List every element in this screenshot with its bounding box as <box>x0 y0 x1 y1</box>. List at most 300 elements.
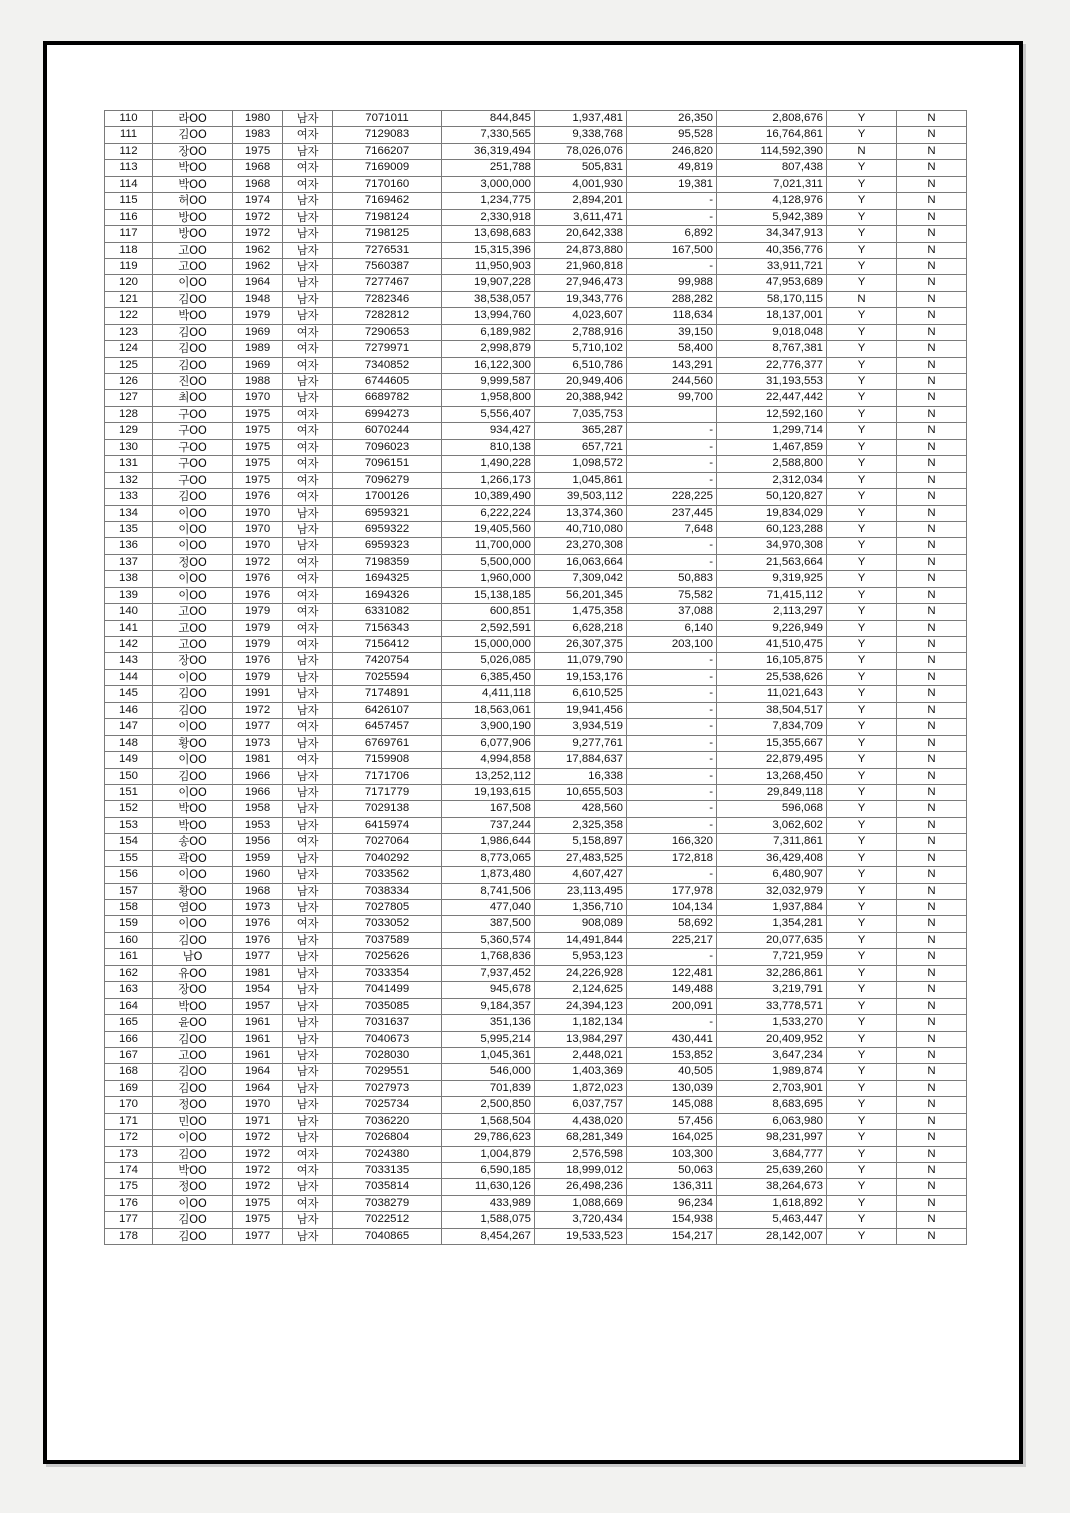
cell-gender: 남자 <box>283 209 333 225</box>
cell-id-no: 7037589 <box>333 932 442 948</box>
table-row <box>105 620 967 636</box>
cell-name: 고OO <box>153 604 233 620</box>
cell-id-no: 6744605 <box>333 374 442 390</box>
cell-amount-a: 3,900,190 <box>442 719 535 735</box>
cell-total: 18,137,001 <box>717 308 827 324</box>
cell-flag-2: N <box>897 554 967 570</box>
cell-flag-2: N <box>897 604 967 620</box>
cell-flag-2: N <box>897 521 967 537</box>
cell-birth-year: 1969 <box>233 324 283 340</box>
cell-no: 122 <box>105 308 153 324</box>
cell-id-no: 7029551 <box>333 1064 442 1080</box>
table-row <box>105 226 967 242</box>
cell-flag-2: N <box>897 472 967 488</box>
cell-total: 1,533,270 <box>717 1015 827 1031</box>
cell-amount-a: 5,026,085 <box>442 653 535 669</box>
cell-birth-year: 1956 <box>233 834 283 850</box>
table-row <box>105 1047 967 1063</box>
cell-amount-a: 477,040 <box>442 900 535 916</box>
cell-amount-b: 26,307,375 <box>535 637 627 653</box>
cell-birth-year: 1976 <box>233 571 283 587</box>
cell-gender: 여자 <box>283 127 333 143</box>
cell-name: 김OO <box>153 1228 233 1244</box>
cell-amount-b: 21,960,818 <box>535 258 627 274</box>
cell-amount-b: 365,287 <box>535 423 627 439</box>
cell-name: 고OO <box>153 620 233 636</box>
cell-flag-2: N <box>897 374 967 390</box>
table-body <box>105 111 967 1245</box>
table-row <box>105 324 967 340</box>
cell-id-no: 7024380 <box>333 1146 442 1162</box>
cell-flag-1: Y <box>827 439 897 455</box>
cell-id-no: 7025734 <box>333 1097 442 1113</box>
cell-amount-a: 6,385,450 <box>442 669 535 685</box>
cell-gender: 여자 <box>283 160 333 176</box>
cell-amount-a: 5,360,574 <box>442 932 535 948</box>
cell-birth-year: 1960 <box>233 867 283 883</box>
cell-name: 박OO <box>153 308 233 324</box>
cell-amount-b: 657,721 <box>535 439 627 455</box>
cell-amount-a: 844,845 <box>442 111 535 127</box>
cell-amount-b: 14,491,844 <box>535 932 627 948</box>
cell-birth-year: 1975 <box>233 1195 283 1211</box>
cell-amount-b: 16,338 <box>535 768 627 784</box>
cell-name: 김OO <box>153 357 233 373</box>
cell-amount-c: 104,134 <box>627 900 717 916</box>
cell-flag-1: Y <box>827 193 897 209</box>
cell-no: 160 <box>105 932 153 948</box>
cell-amount-c: 167,500 <box>627 242 717 258</box>
table-row <box>105 390 967 406</box>
cell-amount-c: - <box>627 456 717 472</box>
cell-id-no: 6959321 <box>333 505 442 521</box>
cell-amount-c: - <box>627 423 717 439</box>
cell-id-no: 1694325 <box>333 571 442 587</box>
cell-flag-2: N <box>897 390 967 406</box>
cell-flag-2: N <box>897 587 967 603</box>
cell-id-no: 7027064 <box>333 834 442 850</box>
cell-birth-year: 1977 <box>233 719 283 735</box>
table-row <box>105 817 967 833</box>
table-row <box>105 653 967 669</box>
cell-name: 이OO <box>153 867 233 883</box>
cell-no: 115 <box>105 193 153 209</box>
cell-no: 175 <box>105 1179 153 1195</box>
cell-flag-2: N <box>897 357 967 373</box>
cell-no: 120 <box>105 275 153 291</box>
cell-total: 38,504,517 <box>717 702 827 718</box>
cell-id-no: 7033354 <box>333 965 442 981</box>
cell-amount-b: 2,788,916 <box>535 324 627 340</box>
cell-name: 김OO <box>153 768 233 784</box>
cell-amount-a: 1,986,644 <box>442 834 535 850</box>
cell-no: 169 <box>105 1080 153 1096</box>
table-row <box>105 341 967 357</box>
cell-flag-2: N <box>897 817 967 833</box>
cell-amount-a: 15,315,396 <box>442 242 535 258</box>
cell-amount-b: 4,607,427 <box>535 867 627 883</box>
cell-no: 116 <box>105 209 153 225</box>
cell-birth-year: 1964 <box>233 1064 283 1080</box>
cell-gender: 여자 <box>283 1146 333 1162</box>
cell-name: 민OO <box>153 1113 233 1129</box>
cell-id-no: 7096151 <box>333 456 442 472</box>
cell-amount-c: - <box>627 735 717 751</box>
cell-gender: 남자 <box>283 258 333 274</box>
table-row <box>105 1080 967 1096</box>
cell-amount-b: 39,503,112 <box>535 489 627 505</box>
cell-id-no: 6994273 <box>333 406 442 422</box>
cell-birth-year: 1973 <box>233 735 283 751</box>
cell-birth-year: 1970 <box>233 505 283 521</box>
table-row <box>105 275 967 291</box>
cell-name: 이OO <box>153 275 233 291</box>
cell-flag-1: Y <box>827 489 897 505</box>
cell-name: 김OO <box>153 1080 233 1096</box>
cell-no: 146 <box>105 702 153 718</box>
table-row <box>105 784 967 800</box>
cell-amount-c: 58,692 <box>627 916 717 932</box>
cell-name: 이OO <box>153 505 233 521</box>
cell-total: 34,347,913 <box>717 226 827 242</box>
cell-flag-1: Y <box>827 604 897 620</box>
cell-flag-1: N <box>827 143 897 159</box>
cell-amount-a: 1,490,228 <box>442 456 535 472</box>
cell-amount-c: - <box>627 817 717 833</box>
table-row <box>105 982 967 998</box>
cell-flag-2: N <box>897 834 967 850</box>
cell-amount-a: 387,500 <box>442 916 535 932</box>
cell-id-no: 1694326 <box>333 587 442 603</box>
cell-name: 김OO <box>153 489 233 505</box>
cell-birth-year: 1979 <box>233 637 283 653</box>
cell-amount-c: 149,488 <box>627 982 717 998</box>
cell-amount-c: 99,988 <box>627 275 717 291</box>
table-row <box>105 538 967 554</box>
cell-id-no: 7170160 <box>333 176 442 192</box>
cell-flag-1: Y <box>827 965 897 981</box>
cell-birth-year: 1975 <box>233 472 283 488</box>
cell-flag-1: Y <box>827 653 897 669</box>
cell-no: 127 <box>105 390 153 406</box>
cell-amount-c: 118,634 <box>627 308 717 324</box>
cell-amount-b: 2,124,625 <box>535 982 627 998</box>
cell-flag-2: N <box>897 423 967 439</box>
cell-amount-c: 203,100 <box>627 637 717 653</box>
cell-gender: 여자 <box>283 834 333 850</box>
cell-amount-b: 17,884,637 <box>535 752 627 768</box>
cell-id-no: 7022512 <box>333 1212 442 1228</box>
cell-amount-c: - <box>627 554 717 570</box>
cell-flag-2: N <box>897 900 967 916</box>
cell-amount-b: 78,026,076 <box>535 143 627 159</box>
cell-gender: 여자 <box>283 357 333 373</box>
cell-name: 박OO <box>153 817 233 833</box>
cell-birth-year: 1991 <box>233 686 283 702</box>
cell-name: 이OO <box>153 571 233 587</box>
cell-id-no: 7420754 <box>333 653 442 669</box>
table-row <box>105 768 967 784</box>
cell-birth-year: 1979 <box>233 669 283 685</box>
cell-name: 김OO <box>153 291 233 307</box>
cell-amount-c: - <box>627 1015 717 1031</box>
cell-flag-1: Y <box>827 176 897 192</box>
cell-no: 140 <box>105 604 153 620</box>
cell-id-no: 7129083 <box>333 127 442 143</box>
cell-no: 131 <box>105 456 153 472</box>
cell-gender: 남자 <box>283 850 333 866</box>
cell-amount-b: 13,374,360 <box>535 505 627 521</box>
cell-flag-1: Y <box>827 900 897 916</box>
cell-name: 김OO <box>153 1146 233 1162</box>
cell-no: 118 <box>105 242 153 258</box>
cell-id-no: 7282812 <box>333 308 442 324</box>
table-row <box>105 111 967 127</box>
cell-name: 이OO <box>153 521 233 537</box>
cell-flag-1: Y <box>827 341 897 357</box>
cell-amount-b: 6,628,218 <box>535 620 627 636</box>
cell-amount-a: 2,330,918 <box>442 209 535 225</box>
cell-amount-c: - <box>627 193 717 209</box>
cell-birth-year: 1980 <box>233 111 283 127</box>
cell-id-no: 7035814 <box>333 1179 442 1195</box>
cell-flag-2: N <box>897 1212 967 1228</box>
cell-name: 김OO <box>153 1212 233 1228</box>
cell-flag-2: N <box>897 932 967 948</box>
cell-amount-a: 1,004,879 <box>442 1146 535 1162</box>
cell-no: 119 <box>105 258 153 274</box>
cell-flag-2: N <box>897 538 967 554</box>
cell-flag-1: Y <box>827 998 897 1014</box>
cell-no: 141 <box>105 620 153 636</box>
cell-name: 유OO <box>153 965 233 981</box>
cell-flag-2: N <box>897 1080 967 1096</box>
cell-name: 김OO <box>153 127 233 143</box>
cell-amount-b: 4,023,607 <box>535 308 627 324</box>
cell-flag-2: N <box>897 768 967 784</box>
cell-no: 112 <box>105 143 153 159</box>
cell-amount-c: 49,819 <box>627 160 717 176</box>
cell-flag-1: Y <box>827 242 897 258</box>
cell-birth-year: 1958 <box>233 801 283 817</box>
cell-name: 이OO <box>153 784 233 800</box>
cell-name: 방OO <box>153 209 233 225</box>
cell-total: 6,480,907 <box>717 867 827 883</box>
cell-flag-2: N <box>897 489 967 505</box>
cell-amount-b: 428,560 <box>535 801 627 817</box>
cell-amount-a: 8,741,506 <box>442 883 535 899</box>
cell-gender: 남자 <box>283 193 333 209</box>
table-row <box>105 867 967 883</box>
cell-name: 방OO <box>153 226 233 242</box>
table-row <box>105 1228 967 1244</box>
cell-total: 1,467,859 <box>717 439 827 455</box>
cell-no: 130 <box>105 439 153 455</box>
cell-flag-1: Y <box>827 982 897 998</box>
cell-flag-2: N <box>897 209 967 225</box>
cell-no: 135 <box>105 521 153 537</box>
cell-amount-a: 5,556,407 <box>442 406 535 422</box>
cell-birth-year: 1977 <box>233 949 283 965</box>
cell-total: 25,639,260 <box>717 1163 827 1179</box>
cell-amount-b: 24,394,123 <box>535 998 627 1014</box>
cell-gender: 여자 <box>283 916 333 932</box>
cell-no: 136 <box>105 538 153 554</box>
cell-birth-year: 1966 <box>233 768 283 784</box>
cell-birth-year: 1989 <box>233 341 283 357</box>
table-row <box>105 752 967 768</box>
table-row <box>105 1179 967 1195</box>
table-row <box>105 702 967 718</box>
cell-flag-1: Y <box>827 620 897 636</box>
cell-total: 22,879,495 <box>717 752 827 768</box>
cell-name: 황OO <box>153 735 233 751</box>
cell-flag-2: N <box>897 571 967 587</box>
cell-amount-a: 934,427 <box>442 423 535 439</box>
cell-amount-c: 19,381 <box>627 176 717 192</box>
table-row <box>105 735 967 751</box>
cell-no: 129 <box>105 423 153 439</box>
cell-id-no: 6331082 <box>333 604 442 620</box>
cell-total: 36,429,408 <box>717 850 827 866</box>
cell-gender: 남자 <box>283 932 333 948</box>
cell-no: 132 <box>105 472 153 488</box>
cell-amount-b: 26,498,236 <box>535 1179 627 1195</box>
cell-total: 3,647,234 <box>717 1047 827 1063</box>
cell-amount-a: 5,500,000 <box>442 554 535 570</box>
cell-amount-a: 19,907,228 <box>442 275 535 291</box>
cell-flag-1: Y <box>827 768 897 784</box>
table-row <box>105 308 967 324</box>
cell-no: 142 <box>105 637 153 653</box>
cell-birth-year: 1964 <box>233 275 283 291</box>
table-row <box>105 456 967 472</box>
cell-flag-1: Y <box>827 406 897 422</box>
cell-amount-c: - <box>627 784 717 800</box>
cell-flag-2: N <box>897 982 967 998</box>
cell-amount-c: 288,282 <box>627 291 717 307</box>
cell-no: 174 <box>105 1163 153 1179</box>
cell-id-no: 7096279 <box>333 472 442 488</box>
cell-amount-c: 237,445 <box>627 505 717 521</box>
cell-gender: 남자 <box>283 686 333 702</box>
cell-id-no: 7028030 <box>333 1047 442 1063</box>
cell-flag-2: N <box>897 1113 967 1129</box>
cell-total: 9,018,048 <box>717 324 827 340</box>
cell-flag-2: N <box>897 686 967 702</box>
cell-gender: 남자 <box>283 1130 333 1146</box>
cell-amount-b: 4,001,930 <box>535 176 627 192</box>
cell-no: 126 <box>105 374 153 390</box>
cell-birth-year: 1973 <box>233 900 283 916</box>
cell-total: 1,299,714 <box>717 423 827 439</box>
cell-amount-b: 9,338,768 <box>535 127 627 143</box>
cell-flag-2: N <box>897 965 967 981</box>
cell-total: 3,684,777 <box>717 1146 827 1162</box>
cell-name: 장OO <box>153 982 233 998</box>
cell-id-no: 7033052 <box>333 916 442 932</box>
cell-id-no: 6070244 <box>333 423 442 439</box>
cell-amount-a: 38,538,057 <box>442 291 535 307</box>
cell-total: 2,312,034 <box>717 472 827 488</box>
cell-gender: 여자 <box>283 554 333 570</box>
cell-gender: 여자 <box>283 489 333 505</box>
cell-name: 이OO <box>153 916 233 932</box>
cell-name: 구OO <box>153 456 233 472</box>
cell-total: 1,989,874 <box>717 1064 827 1080</box>
cell-amount-b: 19,153,176 <box>535 669 627 685</box>
cell-flag-1: Y <box>827 1064 897 1080</box>
cell-amount-b: 1,872,023 <box>535 1080 627 1096</box>
cell-flag-2: N <box>897 1031 967 1047</box>
cell-birth-year: 1972 <box>233 1146 283 1162</box>
cell-flag-2: N <box>897 505 967 521</box>
cell-birth-year: 1968 <box>233 883 283 899</box>
cell-flag-2: N <box>897 406 967 422</box>
cell-no: 167 <box>105 1047 153 1063</box>
cell-amount-c: 430,441 <box>627 1031 717 1047</box>
table-row <box>105 669 967 685</box>
spreadsheet-sheet <box>104 110 966 1245</box>
cell-gender: 여자 <box>283 456 333 472</box>
cell-amount-c: - <box>627 209 717 225</box>
cell-name: 염OO <box>153 900 233 916</box>
cell-flag-2: N <box>897 949 967 965</box>
cell-flag-1: Y <box>827 456 897 472</box>
table-row <box>105 801 967 817</box>
cell-amount-b: 18,999,012 <box>535 1163 627 1179</box>
cell-birth-year: 1976 <box>233 916 283 932</box>
cell-id-no: 7171706 <box>333 768 442 784</box>
cell-amount-c: - <box>627 702 717 718</box>
cell-amount-a: 6,189,982 <box>442 324 535 340</box>
cell-total: 19,834,029 <box>717 505 827 521</box>
cell-no: 125 <box>105 357 153 373</box>
cell-flag-1: Y <box>827 1130 897 1146</box>
cell-amount-b: 23,270,308 <box>535 538 627 554</box>
cell-id-no: 7276531 <box>333 242 442 258</box>
cell-flag-1: Y <box>827 686 897 702</box>
cell-flag-1: Y <box>827 637 897 653</box>
cell-total: 33,911,721 <box>717 258 827 274</box>
cell-total: 20,077,635 <box>717 932 827 948</box>
cell-total: 20,409,952 <box>717 1031 827 1047</box>
cell-amount-a: 701,839 <box>442 1080 535 1096</box>
cell-total: 5,942,389 <box>717 209 827 225</box>
table-row <box>105 143 967 159</box>
cell-flag-1: Y <box>827 160 897 176</box>
cell-total: 7,834,709 <box>717 719 827 735</box>
cell-birth-year: 1972 <box>233 702 283 718</box>
cell-amount-b: 1,182,134 <box>535 1015 627 1031</box>
cell-total: 47,953,689 <box>717 275 827 291</box>
cell-flag-1: Y <box>827 209 897 225</box>
cell-birth-year: 1968 <box>233 160 283 176</box>
cell-amount-b: 20,388,942 <box>535 390 627 406</box>
cell-birth-year: 1970 <box>233 538 283 554</box>
cell-amount-b: 68,281,349 <box>535 1130 627 1146</box>
cell-name: 이OO <box>153 1130 233 1146</box>
cell-amount-b: 24,226,928 <box>535 965 627 981</box>
cell-flag-1: Y <box>827 1031 897 1047</box>
table-row <box>105 1146 967 1162</box>
cell-name: 고OO <box>153 242 233 258</box>
cell-flag-1: Y <box>827 850 897 866</box>
table-row <box>105 1113 967 1129</box>
cell-gender: 남자 <box>283 505 333 521</box>
cell-flag-2: N <box>897 111 967 127</box>
cell-gender: 남자 <box>283 242 333 258</box>
